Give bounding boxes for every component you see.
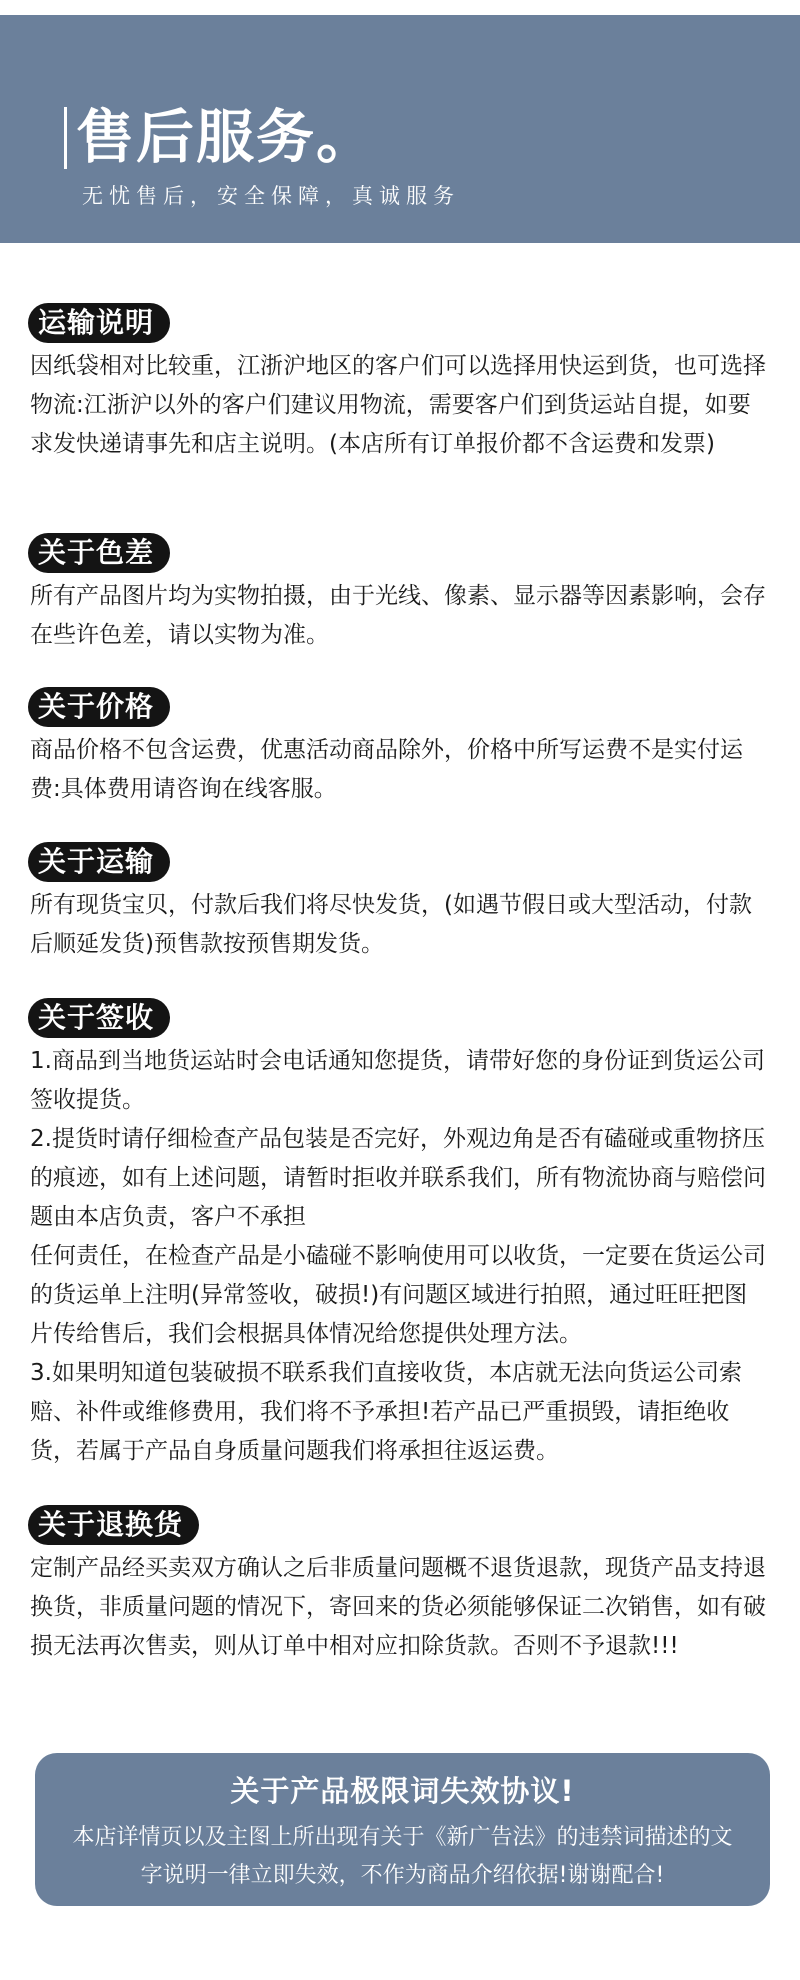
section-body (30, 577, 770, 655)
section-body (30, 1042, 770, 1471)
section-paragraph: 1.商品到当地货运站时会电话通知您提货，请带好您的身份证到货运公司签收提货。 (30, 1048, 765, 1113)
section-paragraph: 3.如果明知道包装破损不联系我们直接收货，本店就无法向货运公司索赔、补件或维修费用，我们将不予承担!若产品已严重损毁，请拒绝收货，若属于产品自身质量问题我们将承担往返运费。 (30, 1360, 742, 1464)
title-accent-bar (64, 107, 67, 169)
section-paragraph: 所有产品图片均为实物拍摄，由于光线、像素、显示器等因素影响，会存在些许色差，请以实物为准。 (30, 583, 766, 648)
section-body (30, 1549, 770, 1666)
section-body (30, 886, 770, 964)
section-heading: 关于价格 (28, 687, 170, 727)
section-heading: 关于签收 (28, 998, 170, 1038)
section-paragraph: 任何责任，在检查产品是小磕碰不影响使用可以收货，一定要在货运公司的货运单上注明(异常签收，破损!)有问题区域进行拍照，通过旺旺把图片传给售后，我们会根据具体情况给您提供处理方法。 (30, 1243, 766, 1347)
section-heading: 关于退换货 (28, 1505, 199, 1545)
section-paragraph: 定制产品经买卖双方确认之后非质量问题概不退货退款，现货产品支持退换货，非质量问题的情况下，寄回来的货必须能够保证二次销售，如有破损无法再次售卖，则从订单中相对应扣除货款。否则不予退款!!! (30, 1555, 766, 1659)
page-subtitle: 无忧售后，安全保障，真诚服务 (82, 184, 460, 208)
section-heading: 关于运输 (28, 842, 170, 882)
notice-body: 本店详情页以及主图上所出现有关于《新广告法》的违禁词描述的文字说明一律立即失效，不作为商品介绍依据!谢谢配合! (72, 1825, 733, 1888)
notice-title: 关于产品极限词失效协议! (230, 1774, 575, 1808)
section-paragraph: 2.提货时请仔细检查产品包装是否完好，外观边角是否有磕碰或重物挤压的痕迹，如有上述问题，请暂时拒收并联系我们，所有物流协商与赔偿问题由本店负责，客户不承担 (30, 1126, 766, 1230)
header-banner (0, 15, 800, 243)
section-paragraph: 因纸袋相对比较重，江浙沪地区的客户们可以选择用快运到货，也可选择物流:江浙沪以外的客户们建议用物流，需要客户们到货运站自提，如要求发快递请事先和店主说明。(本店所有订单报价都不含运费和发票) (30, 353, 766, 457)
section-heading: 关于色差 (28, 533, 170, 573)
page-title: 售后服务。 (76, 103, 377, 171)
section-heading: 运输说明 (28, 303, 170, 343)
limit-words-notice (35, 1753, 770, 1906)
section-paragraph: 所有现货宝贝，付款后我们将尽快发货，(如遇节假日或大型活动，付款后顺延发货)预售款按预售期发货。 (30, 892, 752, 957)
section-paragraph: 商品价格不包含运费，优惠活动商品除外，价格中所写运费不是实付运费:具体费用请咨询在线客服。 (30, 737, 743, 802)
section-body (30, 347, 770, 464)
section-body (30, 731, 770, 809)
